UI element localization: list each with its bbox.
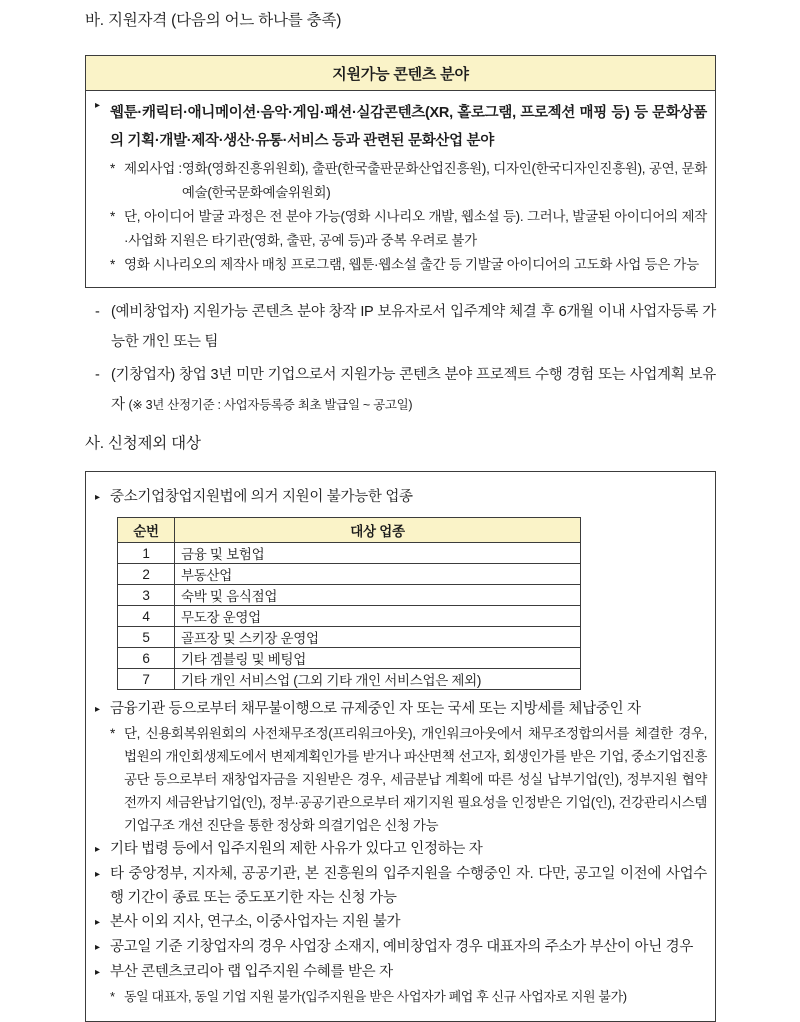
section-heading-sa: 사. 신청제외 대상 [85, 435, 201, 452]
bullet-text: 기타 법령 등에서 입주지원의 제한 사유가 있다고 인정하는 자 [110, 841, 483, 857]
main-bullet-row [95, 99, 707, 155]
subnote-text: 단, 신용회복위원회의 사전채무조정(프리워크아웃), 개인워크아웃에서 채무조정합의서를 체결한 경우, 법원의 개인회생제도에서 변제계획인가를 받거나 파산면책 선고자, 회생인가를 받은 기업, 중소기업진흥공단 등으로부터 재창업자금을 지원받은 경우, 세금분납 계획에 따른 성실 납부기업(인), 정부지원 협약 전까지 세금완납기업(인), 정부·공공기관으로부터 재기지원 필요성을 인정받은 기업(인), 건강관리시스템 기업구조 개선 진단을 통한 정상화 의결기업은 신청 가능 [124, 726, 707, 833]
triangle-bullet-icon: ▸ [95, 100, 101, 111]
dash-bullet-icon: - [95, 304, 100, 320]
item-main-text: (기창업자) 창업 3년 미만 기업으로서 지원가능 콘텐츠 분야 프로젝트 수행 경험 또는 사업계획 보유자 [111, 367, 716, 413]
box-body [86, 91, 715, 287]
note-text: 영화 시나리오의 제작사 매칭 프로그램, 웹툰·웹소설 출간 등 기발굴 아이디어의 고도화 사업 등은 가능 [124, 257, 699, 272]
row-number: 5 [118, 627, 175, 648]
supportable-content-box [85, 55, 716, 288]
triangle-bullet-icon: ▸ [95, 844, 100, 855]
note-idea-discovery [110, 205, 707, 253]
table-row [118, 606, 581, 627]
table-row [118, 564, 581, 585]
exclusion-bullet-other-gov [95, 862, 707, 910]
table-row [118, 648, 581, 669]
bullet-text: 공고일 기준 기창업자의 경우 사업장 소재지, 예비창업자 경우 대표자의 주소가 부산이 아닌 경우 [110, 939, 694, 955]
exclusion-box [85, 471, 716, 1022]
box-notes [110, 157, 707, 277]
exclusion-bullet-debt [95, 697, 707, 722]
box-header-title: 지원가능 콘텐츠 분야 [86, 56, 715, 91]
bullet-text: 금융기관 등으로부터 채무불이행으로 규제중인 자 또는 국세 또는 지방세를 체납중인 자 [110, 701, 641, 717]
row-category: 금융 및 보험업 [175, 543, 581, 564]
bullet-text: 타 중앙정부, 지자체, 공공기관, 본 진흥원의 입주지원을 수행중인 자. 다만, 공고일 이전에 사업수행 기간이 종료 또는 중도포기한 자는 신청 가능 [110, 866, 707, 906]
row-number: 1 [118, 543, 175, 564]
excluded-business-table [117, 517, 581, 690]
row-number: 4 [118, 606, 175, 627]
asterisk-icon: * [110, 726, 115, 741]
bullet-text: 본사 이외 지사, 연구소, 이중사업자는 지원 불가 [110, 914, 401, 930]
intro-bullet-text: 중소기업창업지원법에 의거 지원이 불가능한 업종 [110, 489, 413, 505]
col-header-number: 순번 [118, 518, 175, 543]
row-number: 7 [118, 669, 175, 690]
table-header-row [118, 518, 581, 543]
triangle-bullet-icon: ▸ [95, 917, 100, 928]
triangle-bullet-icon: ▸ [95, 704, 100, 715]
row-number: 3 [118, 585, 175, 606]
triangle-bullet-icon: ▸ [95, 869, 100, 880]
exclusion-bullet-location [95, 935, 707, 960]
row-category: 기타 개인 서비스업 (그외 기타 개인 서비스업은 제외) [175, 669, 581, 690]
table-row [118, 585, 581, 606]
note-text: 단, 아이디어 발굴 과정은 전 분야 가능(영화 시나리오 개발, 웹소설 등). 그러나, 발굴된 아이디어의 제작·사업화 지원은 타기관(영화, 출판, 공예 등)과 중복 우려로 불가 [124, 209, 707, 248]
intro-bullet [95, 485, 707, 510]
row-number: 6 [118, 648, 175, 669]
note-text: 영화(영화진흥위원회), 출판(한국출판문화산업진흥원), 디자인(한국디자인진흥원), 공연, 문화예술(한국문화예술위원회) [181, 161, 707, 200]
triangle-bullet-icon: ▸ [95, 942, 100, 953]
col-header-category: 대상 업종 [175, 518, 581, 543]
item-existing-founder [95, 360, 716, 420]
dash-bullet-icon: - [95, 367, 100, 383]
section-heading-ba: 바. 지원자격 (다음의 어느 하나를 충족) [85, 12, 342, 29]
table-row [118, 669, 581, 690]
bullet-text: 부산 콘텐츠코리아 랩 입주지원 수혜를 받은 자 [110, 964, 393, 980]
triangle-bullet-icon: ▸ [95, 492, 100, 503]
row-category: 무도장 운영업 [175, 606, 581, 627]
exclusion-subnote-debt-exception [110, 722, 707, 837]
item-text: (예비창업자) 지원가능 콘텐츠 분야 창작 IP 보유자로서 입주계약 체결 후 6개월 이내 사업자등록 가능한 개인 또는 팀 [111, 304, 716, 350]
main-bullet-text: 웹툰·캐릭터·애니메이션·음악·게임·패션·실감콘텐츠(XR, 홀로그램, 프로젝션 매핑 등) 등 문화상품의 기획·개발·제작·생산·유통·서비스 등과 관련된 문화산업 분야 [110, 105, 707, 149]
table-row [118, 543, 581, 564]
subnote-text: 동일 대표자, 동일 기업 지원 불가(입주지원을 받은 사업자가 폐업 후 신규 사업자로 지원 불가) [124, 989, 627, 1004]
note-label: 제외사업 : [124, 161, 182, 176]
row-number: 2 [118, 564, 175, 585]
exclusion-bullet-law [95, 837, 707, 862]
row-category: 숙박 및 음식점업 [175, 585, 581, 606]
asterisk-icon: * [110, 209, 115, 224]
note-excluded-business [110, 157, 707, 205]
exclusion-subnote-same-ceo [110, 985, 707, 1009]
row-category: 부동산업 [175, 564, 581, 585]
eligibility-items [85, 297, 716, 420]
asterisk-icon: * [110, 257, 115, 272]
row-category: 골프장 및 스키장 운영업 [175, 627, 581, 648]
exclusion-bullet-branch [95, 910, 707, 935]
exclusion-bullet-prior-benefit [95, 960, 707, 985]
row-category: 기타 겜블링 및 베팅업 [175, 648, 581, 669]
note-scenario-program [110, 253, 707, 277]
item-pre-founder [95, 297, 716, 357]
table-row [118, 627, 581, 648]
item-criteria-note: (※ 3년 산정기준 : 사업자등록증 최초 발급일 ~ 공고일) [128, 398, 413, 412]
item-text [111, 360, 716, 420]
asterisk-icon: * [110, 161, 115, 176]
triangle-bullet-icon: ▸ [95, 967, 100, 978]
asterisk-icon: * [110, 989, 115, 1004]
